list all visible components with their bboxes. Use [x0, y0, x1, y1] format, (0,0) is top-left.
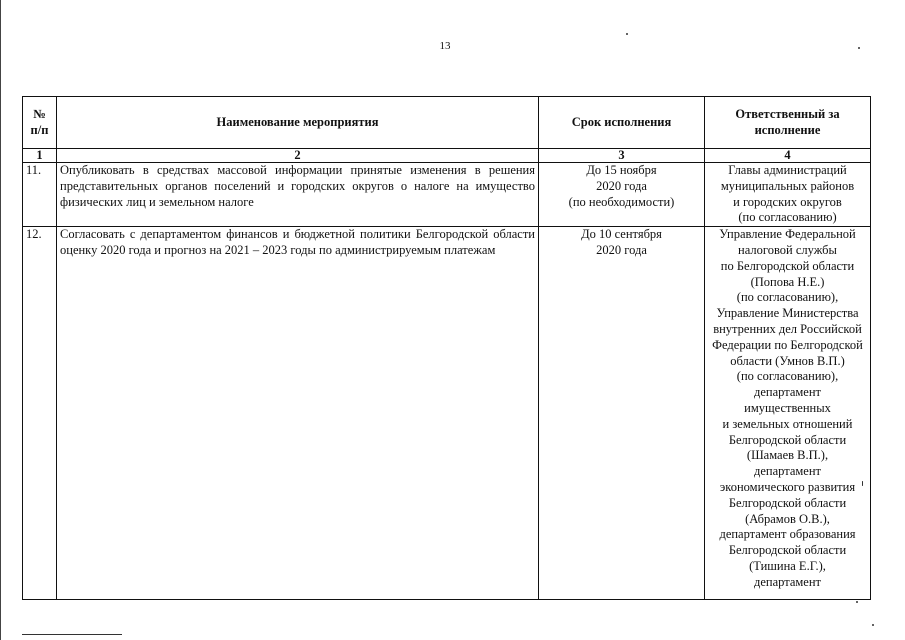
responsible-line: департамент: [753, 574, 821, 589]
scan-edge-line: [0, 0, 1, 640]
responsible-line: Белгородской области: [728, 495, 847, 510]
deadline-line: 2020 года: [596, 178, 647, 193]
responsible-line: по Белгородской области: [720, 258, 855, 273]
measure-name: Опубликовать в средствах массовой информации принятые изменения в решения представительных органов поселений и городских округов о налоге на имущество физических лиц и земельном налоге: [57, 163, 539, 227]
responsible-line: департамент: [753, 385, 821, 400]
scan-speck: [872, 624, 874, 626]
responsible-line: и городских округов: [733, 194, 842, 209]
deadline-line: (по необходимости): [568, 194, 675, 209]
row-number: 11.: [23, 163, 57, 227]
column-number: 2: [57, 149, 539, 163]
responsible-line: (Тишина Е.Г.),: [749, 558, 826, 573]
deadline-line: До 15 ноября: [586, 163, 657, 177]
scan-speck: [858, 47, 860, 49]
responsible-line: налоговой службы: [738, 242, 837, 257]
measures-table: [22, 96, 871, 600]
responsible-line: имущественных: [744, 400, 831, 415]
responsible-line: департамент образования: [719, 527, 856, 542]
column-number: 3: [539, 149, 705, 163]
scan-bottom-line: [22, 634, 122, 635]
responsible-line: Белгородской области: [728, 543, 847, 558]
scan-speck: [856, 601, 858, 603]
row-number: 12.: [23, 227, 57, 600]
responsible-line: экономического развития: [719, 479, 856, 494]
table-row: [23, 227, 871, 600]
responsible-line: Управление Федеральной: [719, 227, 856, 242]
deadline-cell: [539, 227, 705, 600]
page-number: 13: [439, 40, 451, 52]
responsible-line: Белгородской области: [728, 432, 847, 447]
scan-speck: [862, 481, 863, 486]
header-num: № п/п: [23, 97, 57, 149]
responsible-line: муниципальных районов: [720, 178, 855, 193]
column-number: 4: [705, 149, 871, 163]
responsible-line: внутренних дел Российской: [713, 321, 862, 336]
responsible-line: (Абрамов О.В.),: [745, 511, 830, 526]
scan-speck: [626, 33, 628, 35]
header-deadline: Срок исполнения: [539, 97, 705, 149]
responsible-line: и земельных отношений: [722, 416, 853, 431]
measure-name: Согласовать с департаментом финансов и бюджетной политики Белгородской области оценку 2020 года и прогноз на 2021 – 2023 годы по администрируемым платежам: [57, 227, 539, 600]
responsible-line: (Попова Н.Е.): [750, 274, 825, 289]
deadline-cell: [539, 163, 705, 227]
responsible-line: Управление Министерства: [716, 306, 859, 321]
header-responsible: Ответственный за исполнение: [705, 97, 871, 149]
responsible-line: Федерации по Белгородской: [712, 337, 863, 352]
header-name: Наименование мероприятия: [57, 97, 539, 149]
responsible-line: (по согласованию),: [736, 290, 839, 305]
column-number-row: [23, 149, 871, 163]
table-row: [23, 163, 871, 227]
responsible-line: Главы администраций: [728, 163, 847, 177]
responsible-line: (по согласованию),: [736, 369, 839, 384]
responsible-line: (по согласованию): [738, 210, 837, 225]
column-number: 1: [23, 149, 57, 163]
deadline-line: До 10 сентября: [581, 227, 662, 242]
responsible-line: (Шамаев В.П.),: [746, 448, 829, 463]
responsible-line: области (Умнов В.П.): [730, 353, 845, 368]
responsible-cell: [705, 227, 871, 600]
deadline-line: 2020 года: [596, 242, 647, 257]
responsible-cell: [705, 163, 871, 227]
responsible-line: департамент: [753, 464, 821, 479]
table-header-row: [23, 97, 871, 149]
